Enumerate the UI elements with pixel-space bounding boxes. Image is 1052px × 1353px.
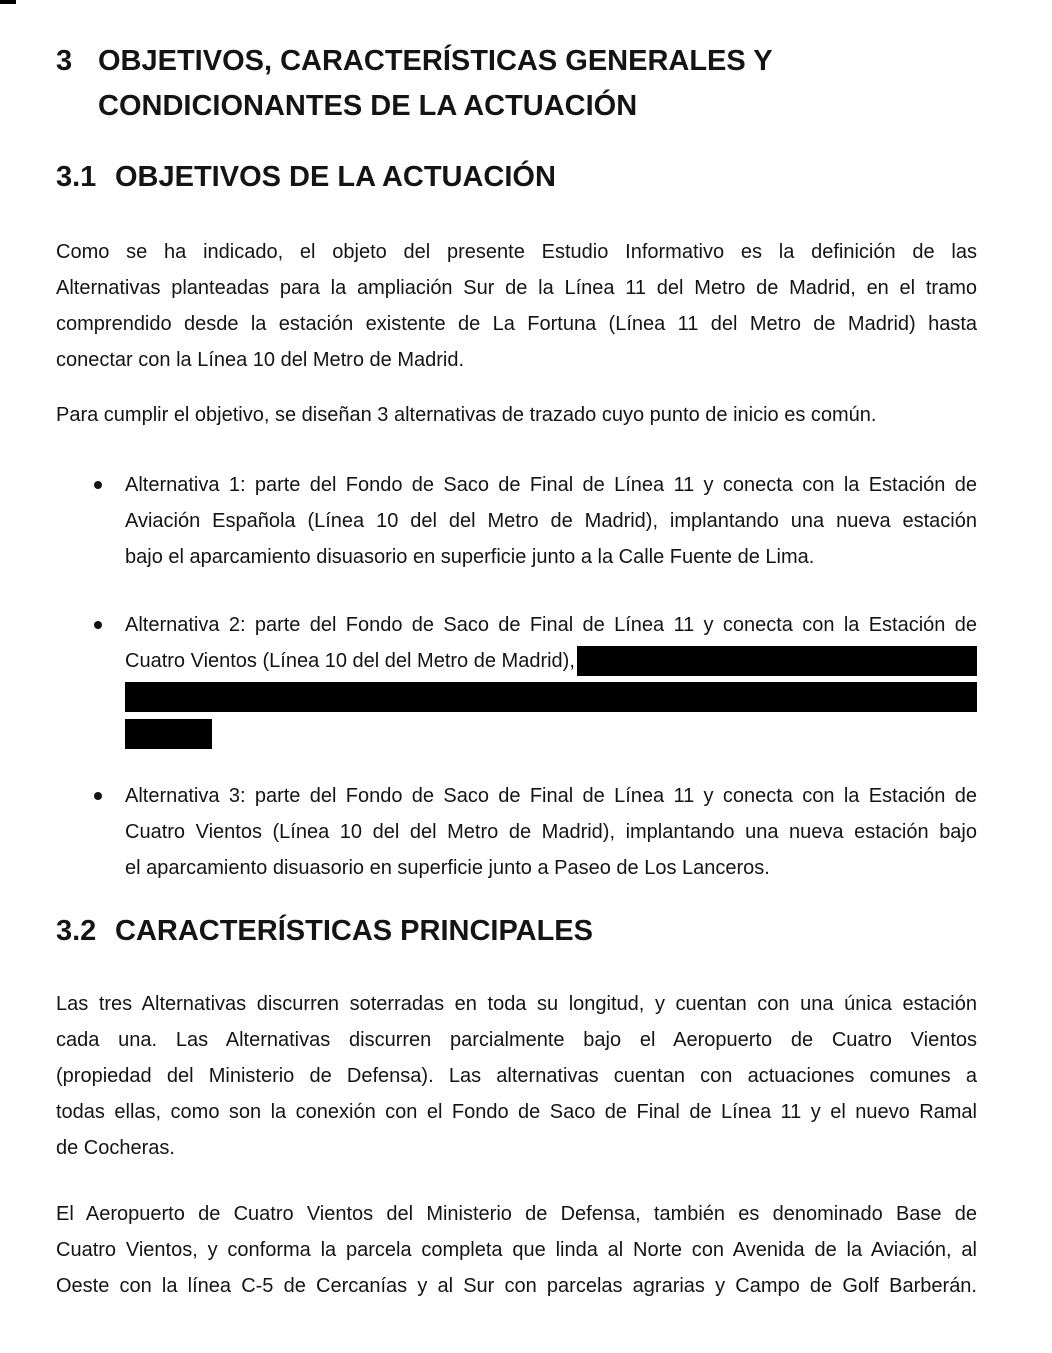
paragraph-line: (propiedad del Ministerio de Defensa). Las alternativas cuentan con actuaciones comunes a bbox=[56, 1065, 977, 1087]
page-edge-mark bbox=[0, 0, 16, 4]
bullet-alternativa-3 bbox=[125, 778, 977, 886]
chapter-title-line-2: CONDICIONANTES DE LA ACTUACIÓN bbox=[98, 90, 638, 122]
bullet-line: Alternativa 3: parte del Fondo de Saco de Final de Línea 11 y conecta con la Estación de bbox=[125, 785, 977, 807]
redaction-bar bbox=[577, 646, 977, 676]
bullet-alternativa-1 bbox=[125, 467, 977, 575]
section-heading-3-2 bbox=[56, 911, 977, 951]
paragraph-objective bbox=[56, 397, 977, 433]
paragraph-line: El Aeropuerto de Cuatro Vientos del Ministerio de Defensa, también es denominado Base de bbox=[56, 1203, 977, 1225]
section-title: CARACTERÍSTICAS PRINCIPALES bbox=[115, 915, 593, 947]
redaction-bar bbox=[125, 682, 977, 712]
bullet-line: Alternativa 1: parte del Fondo de Saco de Final de Línea 11 y conecta con la Estación de bbox=[125, 474, 977, 496]
redaction-bar bbox=[125, 719, 212, 749]
bullet-line: Alternativa 2: parte del Fondo de Saco de Final de Línea 11 y conecta con la Estación de bbox=[125, 614, 977, 636]
bullet-alternativa-2 bbox=[125, 607, 977, 749]
section-heading-3-1 bbox=[56, 157, 977, 197]
bullet-line-text: Cuatro Vientos (Línea 10 del del Metro de Madrid), bbox=[125, 650, 575, 672]
paragraph-line: Alternativas planteadas para la ampliación Sur de la Línea 11 del Metro de Madrid, en el tramo bbox=[56, 277, 977, 299]
paragraph-characteristics bbox=[56, 986, 977, 1166]
section-number: 3.1 bbox=[56, 161, 97, 193]
chapter-number: 3 bbox=[56, 45, 73, 77]
paragraph-line: comprendido desde la estación existente de La Fortuna (Línea 11 del Metro de Madrid) hasta bbox=[56, 313, 977, 335]
paragraph-line: Para cumplir el objetivo, se diseñan 3 alternativas de trazado cuyo punto de inicio es común. bbox=[56, 404, 877, 426]
section-title: OBJETIVOS DE LA ACTUACIÓN bbox=[115, 161, 556, 193]
bullet-icon bbox=[94, 621, 102, 629]
bullet-icon bbox=[94, 481, 102, 489]
paragraph-line: cada una. Las Alternativas discurren parcialmente bajo el Aeropuerto de Cuatro Vientos bbox=[56, 1029, 977, 1051]
bullet-line: Cuatro Vientos (Línea 10 del del Metro de Madrid), implantando una nueva estación bajo bbox=[125, 821, 977, 843]
paragraph-line: todas ellas, como son la conexión con el Fondo de Saco de Final de Línea 11 y el nuevo Ramal bbox=[56, 1101, 977, 1123]
paragraph-line: Oeste con la línea C-5 de Cercanías y al Sur con parcelas agrarias y Campo de Golf Barberán. bbox=[56, 1275, 977, 1297]
bullet-line-redacted bbox=[125, 643, 977, 679]
bullet-icon bbox=[94, 792, 102, 800]
paragraph-line: Cuatro Vientos, y conforma la parcela completa que linda al Norte con Avenida de la Aviación, al bbox=[56, 1239, 977, 1261]
paragraph-line: de Cocheras. bbox=[56, 1137, 175, 1159]
bullet-line: Aviación Española (Línea 10 del del Metro de Madrid), implantando una nueva estación bbox=[125, 510, 977, 532]
paragraph-intro bbox=[56, 234, 977, 378]
paragraph-line: conectar con la Línea 10 del Metro de Madrid. bbox=[56, 349, 465, 371]
chapter-heading bbox=[56, 39, 977, 129]
paragraph-line: Como se ha indicado, el objeto del presente Estudio Informativo es la definición de las bbox=[56, 241, 977, 263]
chapter-title bbox=[98, 39, 773, 129]
bullet-line: bajo el aparcamiento disuasorio en superficie junto a la Calle Fuente de Lima. bbox=[125, 546, 815, 568]
paragraph-line: Las tres Alternativas discurren soterradas en toda su longitud, y cuentan con una única estación bbox=[56, 993, 977, 1015]
bullet-line: el aparcamiento disuasorio en superficie junto a Paseo de Los Lanceros. bbox=[125, 857, 770, 879]
chapter-title-line-1: OBJETIVOS, CARACTERÍSTICAS GENERALES Y bbox=[98, 45, 773, 77]
paragraph-airport bbox=[56, 1196, 977, 1304]
section-number: 3.2 bbox=[56, 915, 97, 947]
